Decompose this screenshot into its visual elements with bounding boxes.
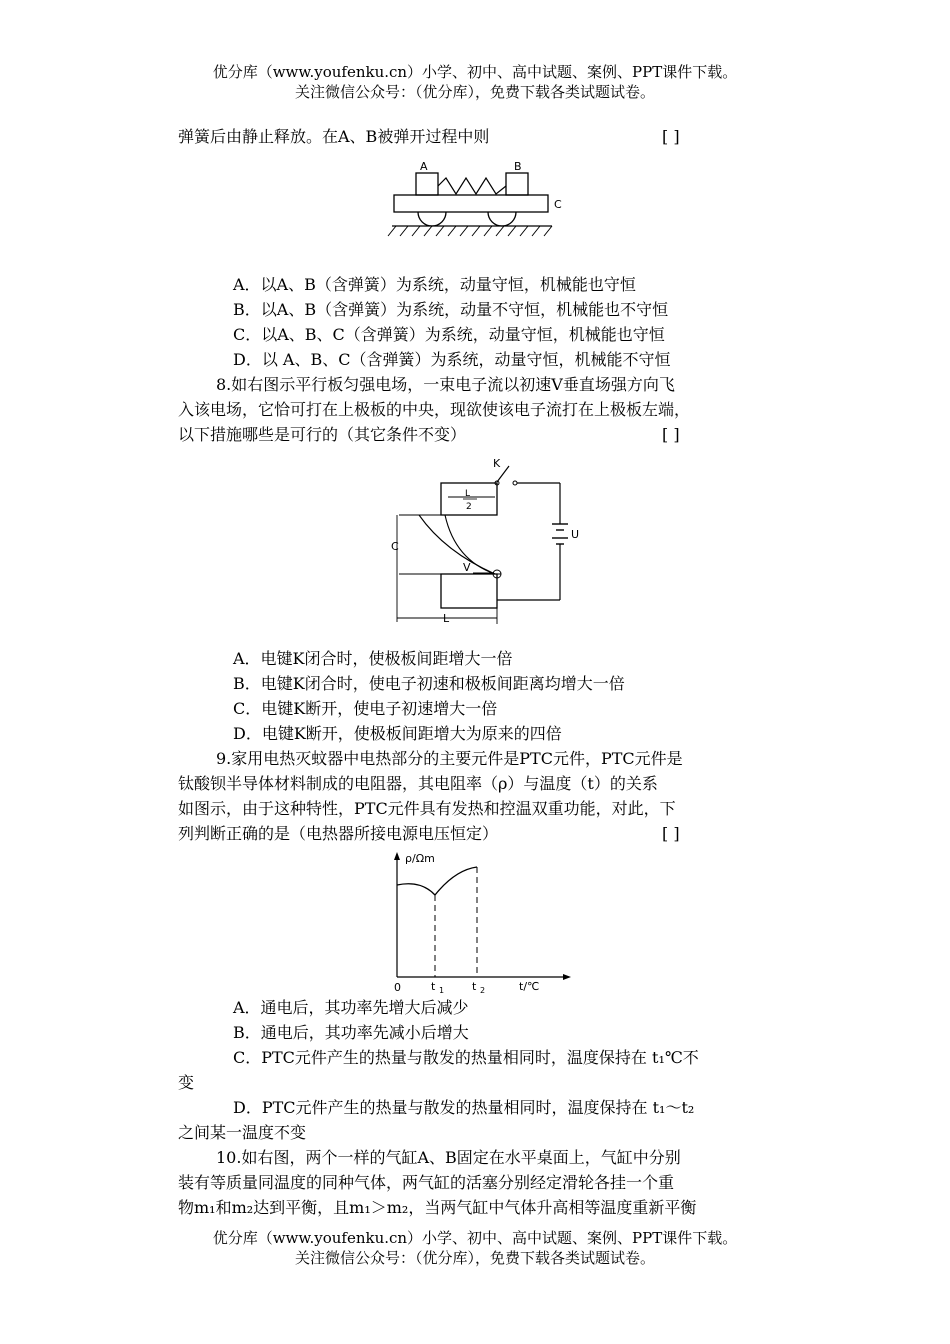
t1-subscript: 1 [439,986,445,995]
q7-stem: 弹簧后由静止释放。在A、B被弹开过程中则 [178,127,490,146]
fig-label-c: C [554,198,562,211]
q7-cart-figure [388,158,568,248]
q7-option-b: B．以A、B（含弹簧）为系统，动量不守恒，机械能也不守恒 [233,300,669,319]
t1-label: t [431,980,436,993]
fig-label-a: A [420,160,428,173]
q9-stem-line-1: 9.家用电热灭蚊器中电热部分的主要元件是PTC元件，PTC元件是 [216,749,683,768]
fig-label-b: B [514,160,522,173]
header-line-2: 关注微信公众号：（优分库），免费下载各类试题试卷。 [294,83,655,101]
fig-label-half-den: 2 [466,502,472,512]
fig-label-k: K [493,457,501,470]
q8-stem-line-3: 以下措施哪些是可行的（其它条件不变） [178,425,467,444]
fig-label-l: L [443,612,450,625]
header-line-1: 优分库（www.youfenku.cn）小学、初中、高中试题、案例、PPT课件下载。 [212,63,738,81]
q8-capacitor-figure [385,452,590,632]
q8-option-c: C．电键K断开，使电子初速增大一倍 [233,699,498,718]
q8-option-d: D．电键K断开，使极板间距增大为原来的四倍 [233,724,562,743]
t2-label: t [472,980,477,993]
resistivity-curve [397,867,477,895]
q9-option-d-cont: 之间某一温度不变 [178,1123,307,1142]
q8-stem-line-2: 入该电场，它恰可打在上极板的中央，现欲使该电子流打在上极板左端， [178,400,691,419]
q7-answer-bracket: [ ] [662,127,680,146]
t2-subscript: 2 [480,986,486,995]
wheel-right [488,212,516,226]
q8-answer-bracket: [ ] [662,425,680,444]
q10-stem-line-3: 物m₁和m₂达到平衡，且m₁＞m₂，当两气缸中气体升高相等温度重新平衡 [178,1198,697,1217]
q9-stem-line-2: 钛酸钡半导体材料制成的电阻器，其电阻率（ρ）与温度（t）的关系 [178,774,658,793]
spring [438,178,506,194]
fig-label-v: V [463,561,471,574]
q10-stem-line-1: 10.如右图，两个一样的气缸A、B固定在水平桌面上，气缸中分别 [216,1148,681,1167]
cart-c [394,195,548,212]
lower-plate [441,574,497,608]
block-a [416,173,438,195]
origin-label: 0 [394,981,401,994]
switch-pin-right [513,481,517,485]
q9-option-c-cont: 变 [178,1073,195,1092]
fig-label-c: C [391,540,399,553]
q9-stem-line-4: 列判断正确的是（电热器所接电源电压恒定） [178,824,499,843]
q9-stem-line-3: 如图示，由于这种特性，PTC元件具有发热和控温双重功能，对此，下 [178,799,676,818]
q7-option-a: A．以A、B（含弹簧）为系统，动量守恒，机械能也守恒 [233,275,636,294]
q9-option-d: D．PTC元件产生的热量与散发的热量相同时，温度保持在 t₁～t₂ [233,1098,695,1117]
fig-label-half-num: L [465,489,471,499]
q10-stem-line-2: 装有等质量同温度的同种气体，两气缸的活塞分别经定滑轮各挂一个重 [178,1173,675,1192]
wheel-left [418,212,446,226]
q9-graph-figure [385,850,585,995]
fig-label-u: U [571,528,580,541]
x-axis-label: t/℃ [519,980,540,993]
ground-hatch [388,226,552,236]
q7-option-c: C．以A、B、C（含弹簧）为系统，动量守恒，机械能也守恒 [233,325,665,344]
q9-option-b: B．通电后，其功率先减小后增大 [233,1023,469,1042]
footer-line-2: 关注微信公众号：（优分库），免费下载各类试题试卷。 [294,1249,655,1267]
q9-option-c: C．PTC元件产生的热量与散发的热量相同时，温度保持在 t₁℃不 [233,1048,699,1067]
y-axis-label: ρ/Ωm [405,852,435,865]
q9-answer-bracket: [ ] [662,824,680,843]
q8-option-a: A．电键K闭合时，使极板间距增大一倍 [233,649,513,668]
q9-option-a: A．通电后，其功率先增大后减少 [233,998,469,1017]
footer-line-1: 优分库（www.youfenku.cn）小学、初中、高中试题、案例、PPT课件下载。 [212,1229,738,1247]
q8-stem-line-1: 8.如右图示平行板匀强电场，一束电子流以初速V垂直场强方向飞 [216,375,675,394]
block-b [506,173,528,195]
q7-option-d: D．以 A、B、C（含弹簧）为系统，动量守恒，机械能不守恒 [233,350,671,369]
q8-option-b: B．电键K闭合时，使电子初速和极板间距离均增大一倍 [233,674,625,693]
